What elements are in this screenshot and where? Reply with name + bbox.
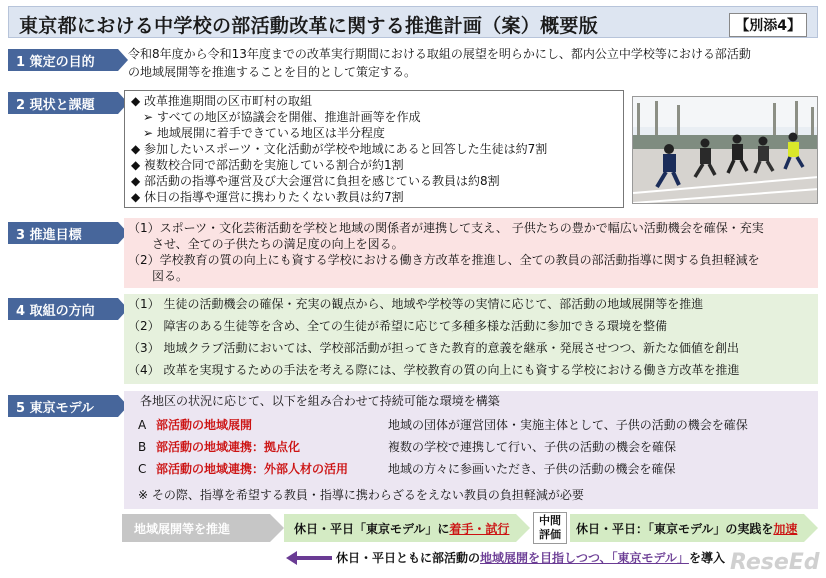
section-label-goals: 3 推進目標 xyxy=(8,222,118,244)
bottom-summary xyxy=(336,549,725,566)
model-note: ※ その際、指導を希望する教員・指導に携わらざるをえない教員の負担軽減が必要 xyxy=(138,488,584,502)
goal-line: させ、全ての子供たちの満足度の向上を図る。 xyxy=(128,237,404,251)
model-intro: 各地区の状況に応じて、以下を組み合わせて持続可能な環境を構築 xyxy=(140,394,500,408)
title-bar xyxy=(8,6,818,38)
mid-eval-line-1: 中間 xyxy=(539,514,561,527)
timeline-step-promote: 地域展開等を推進 xyxy=(122,514,270,542)
model-letter: B xyxy=(138,440,147,454)
status-item: ◆ 参加したいスポーツ・文化活動が学校や地域にあると回答した生徒は約7割 xyxy=(131,142,548,156)
status-item: ◆ 休日の指導や運営に携わりたくない教員は約7割 xyxy=(131,190,404,204)
purpose-line-2: の地域展開等を推進することを目的として策定する。 xyxy=(128,65,417,79)
direction-line: （3） 地域クラブ活動においては、学校部活動が担ってきた教育的意義を継承・発展させつつ、新たな価値を創出 xyxy=(128,341,739,355)
timeline-step-accelerate-highlight: 加速 xyxy=(773,522,798,536)
status-item: ◆ 複数校合同で部活動を実施している割合が約1割 xyxy=(131,158,404,172)
timeline-step-trial-text: 休日・平日「東京モデル」に xyxy=(294,522,450,536)
status-box xyxy=(124,90,624,208)
timeline-step-trial-highlight: 着手・試行 xyxy=(449,522,510,536)
section-label-tokyo-model: 5 東京モデル xyxy=(8,395,118,417)
model-desc: 地域の方々に参画いただき、子供の活動の機会を確保 xyxy=(388,462,676,476)
attachment-badge: 【別添4】 xyxy=(729,13,807,37)
direction-line: （2） 障害のある生徒等を含め、全ての生徒が希望に応じて多種多様な活動に参加できる環境を整備 xyxy=(128,319,667,333)
model-letter: C xyxy=(138,462,147,476)
status-item: ◆ 改革推進期間の区市町村の取組 xyxy=(131,94,313,108)
model-letter: A xyxy=(138,418,147,432)
model-name: 部活動の地域連携：外部人材の活用 xyxy=(156,462,349,476)
direction-line: （4） 改革を実現するための手法を考える際には、学校教育の質の向上にも資する学校における働き方改革を推進 xyxy=(128,363,740,377)
model-name: 部活動の地域連携：拠点化 xyxy=(156,440,301,454)
timeline-step-accelerate-text: 休日・平日：「東京モデル」の実践を xyxy=(576,522,774,536)
model-name: 部活動の地域展開 xyxy=(156,418,253,432)
status-item: ➢ 地域展開に着手できている地区は半分程度 xyxy=(131,126,385,140)
model-desc: 複数の学校で連携して行い、子供の活動の機会を確保 xyxy=(388,440,677,454)
section-label-status: 2 現状と課題 xyxy=(8,92,118,114)
model-desc: 地域の団体が運営団体・実施主体として、子供の活動の機会を確保 xyxy=(388,418,748,432)
bottom-summary-post: を導入 xyxy=(688,551,725,565)
purpose-line-1: 令和8年度から令和13年度までの改革実行期間における取組の展望を明らかにし、都内公立中学校等における部活動 xyxy=(128,47,751,61)
watermark-logo: ReseEd xyxy=(730,550,820,575)
timeline-step-trial xyxy=(284,514,516,542)
section-label-purpose: 1 策定の目的 xyxy=(8,49,118,71)
page-title: 東京都における中学校の部活動改革に関する推進計画（案）概要版 xyxy=(19,15,599,37)
section-label-direction: 4 取組の方向 xyxy=(8,298,118,320)
mid-evaluation-box xyxy=(533,512,567,544)
status-item: ➢ すべての地区が協議会を開催、推進計画等を作成 xyxy=(131,110,421,124)
tokyo-model-box xyxy=(124,391,818,509)
students-running-photo xyxy=(632,96,818,204)
bottom-summary-pre: 休日・平日ともに部活動の xyxy=(336,551,481,565)
goal-line: （1）スポーツ・文化芸術活動を学校と地域の関係者が連携して支え、 子供たちの豊かで幅広い活動機会を確保・充実 xyxy=(128,221,764,235)
timeline-step-accelerate xyxy=(570,514,804,542)
left-arrow-shaft xyxy=(296,556,332,560)
direction-line: （1） 生徒の活動機会の確保・充実の観点から、地域や学校等の実情に応じて、部活動の地域展開等を推進 xyxy=(128,297,704,311)
direction-box xyxy=(124,294,818,384)
goals-box xyxy=(124,218,818,288)
goal-line: （2）学校教育の質の向上にも資する学校における働き方改革を推進し、全ての教員の部活動指導に関する負担軽減を xyxy=(128,253,760,267)
status-item: ◆ 部活動の指導や運営及び大会運営に負担を感じている教員は約8割 xyxy=(131,174,500,188)
mid-eval-line-2: 評価 xyxy=(539,528,561,541)
goal-line: 図る。 xyxy=(128,269,189,283)
bottom-summary-emphasis: 地域展開を目指しつつ、「東京モデル」 xyxy=(480,551,689,565)
